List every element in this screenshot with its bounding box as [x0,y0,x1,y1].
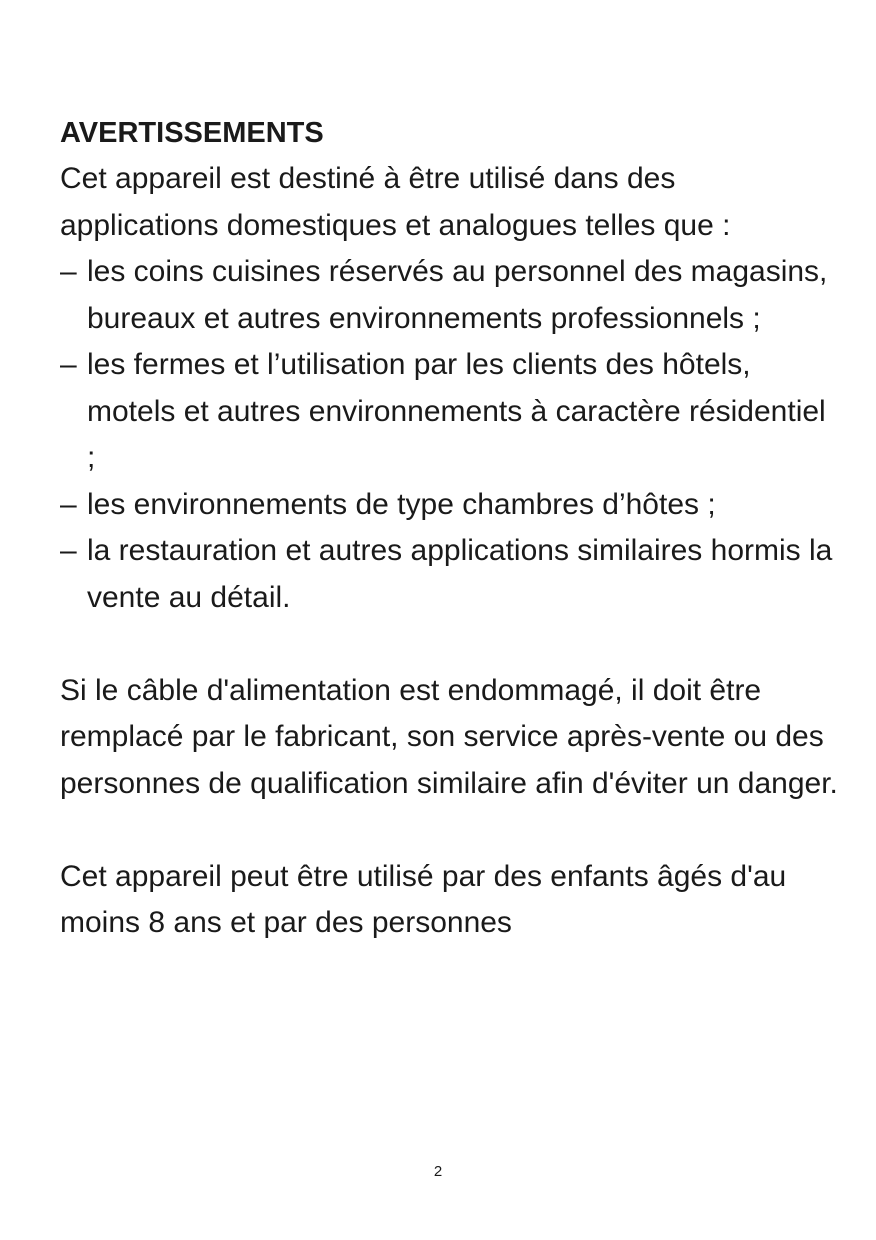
paragraph-spacer [60,807,840,854]
list-item-text: les fermes et l’utilisation par les clients des hôtels, motels et autres environnements à caractère résidentiel ; [87,348,826,474]
page-content [60,110,840,947]
children-warning-paragraph: Cet appareil peut être utilisé par des enfants âgés d'au moins 8 ans et par des personnes [60,859,787,939]
list-item [60,342,840,482]
usage-list [60,249,840,621]
dash-bullet: – [60,534,77,567]
paragraph-spacer [60,621,840,668]
list-item [60,482,840,529]
list-item-text: les coins cuisines réservés au personnel des magasins, bureaux et autres environnements professionnels ; [87,255,828,335]
intro-paragraph: Cet appareil est destiné à être utilisé dans des applications domestiques et analogues telles que : [60,162,731,242]
warnings-heading: AVERTISSEMENTS [60,117,324,149]
list-item [60,528,840,621]
dash-bullet: – [60,255,77,288]
list-item-text: la restauration et autres applications similaires hormis la vente au détail. [87,534,833,614]
list-item-text: les environnements de type chambres d’hôtes ; [87,487,716,521]
cable-warning-paragraph: Si le câble d'alimentation est endommagé, il doit être remplacé par le fabricant, son service après-vente ou des personnes de qualification similaire afin d'éviter un danger. [60,673,838,800]
dash-bullet: – [60,348,77,381]
list-item [60,249,840,342]
page-number: 2 [433,1163,443,1180]
dash-bullet: – [60,487,77,521]
